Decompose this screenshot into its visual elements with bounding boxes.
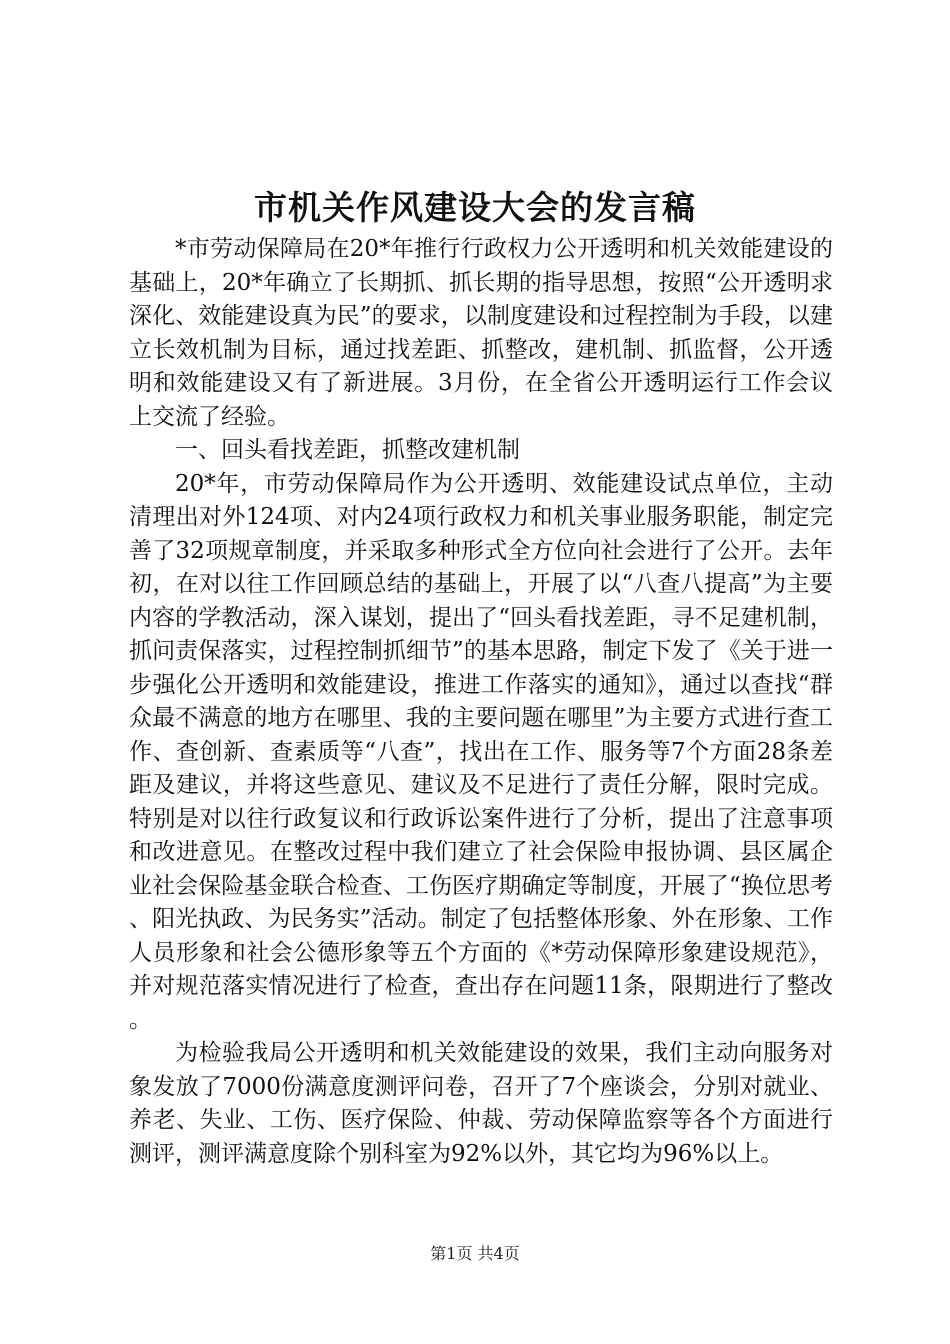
page-footer: 第1页 共4页 xyxy=(430,1244,520,1263)
section-heading: 一、回头看找差距，抓整改建机制 xyxy=(175,437,520,463)
paragraph-review: 20*年，市劳动保障局作为公开透明、效能建设试点单位，主动清理出对外124项、对内24项行政权力和机关事业服务职能，制定完善了32项规章制度，并采取多种形式全方位向社会进行了公开。去年初，在对以往工作回顾总结的基础上，开展了以“八查八提高”为主要内容的学教活动，深入谋划，提出了“回头看找差距，寻不足建机制，抓问责保落实，过程控制抓细节”的基本思路，制定下发了《关于进一步强化公开透明和效能建设，推进工作落实的通知》，通过以查找“群众最不满意的地方在哪里、我的主要问题在哪里”为主要方式进行查工作、查创新、查素质等“八查”，找出在工作、服务等7个方面28条差距及建议，并将这些意见、建议及不足进行了责任分解，限时完成。特别是对以往行政复议和行政诉讼案件进行了分析，提出了注意事项和改进意见。在整改过程中我们建立了社会保险申报协调、县区属企业社会保险基金联合检查、工伤医疗期确定等制度，开展了“换位思考、阳光执政、为民务实”活动。制定了包括整体形象、外在形象、工作人员形象和社会公德形象等五个方面的《*劳动保障形象建设规范》，并对规范落实情况进行了检查，查出存在问题11条，限期进行了整改。 xyxy=(129,470,833,1033)
paragraph-survey: 为检验我局公开透明和机关效能建设的效果，我们主动向服务对象发放了7000份满意度测评问卷，召开了7个座谈会，分别对就业、养老、失业、工伤、医疗保险、仲裁、劳动保障监察等各个方面进行测评，测评满意度除个别科室为92%以外，其它均为96%以上。 xyxy=(129,1040,833,1167)
document-body xyxy=(129,233,833,1171)
paragraph-intro: *市劳动保障局在20*年推行行政权力公开透明和机关效能建设的基础上，20*年确立了长期抓、抓长期的指导思想，按照“公开透明求深化、效能建设真为民”的要求，以制度建设和过程控制为手段，以建立长效机制为目标，通过找差距、抓整改，建机制、抓监督，公开透明和效能建设又有了新进展。3月份，在全省公开透明运行工作会议上交流了经验。 xyxy=(129,236,833,430)
document-title: 市机关作风建设大会的发言稿 xyxy=(254,188,696,227)
